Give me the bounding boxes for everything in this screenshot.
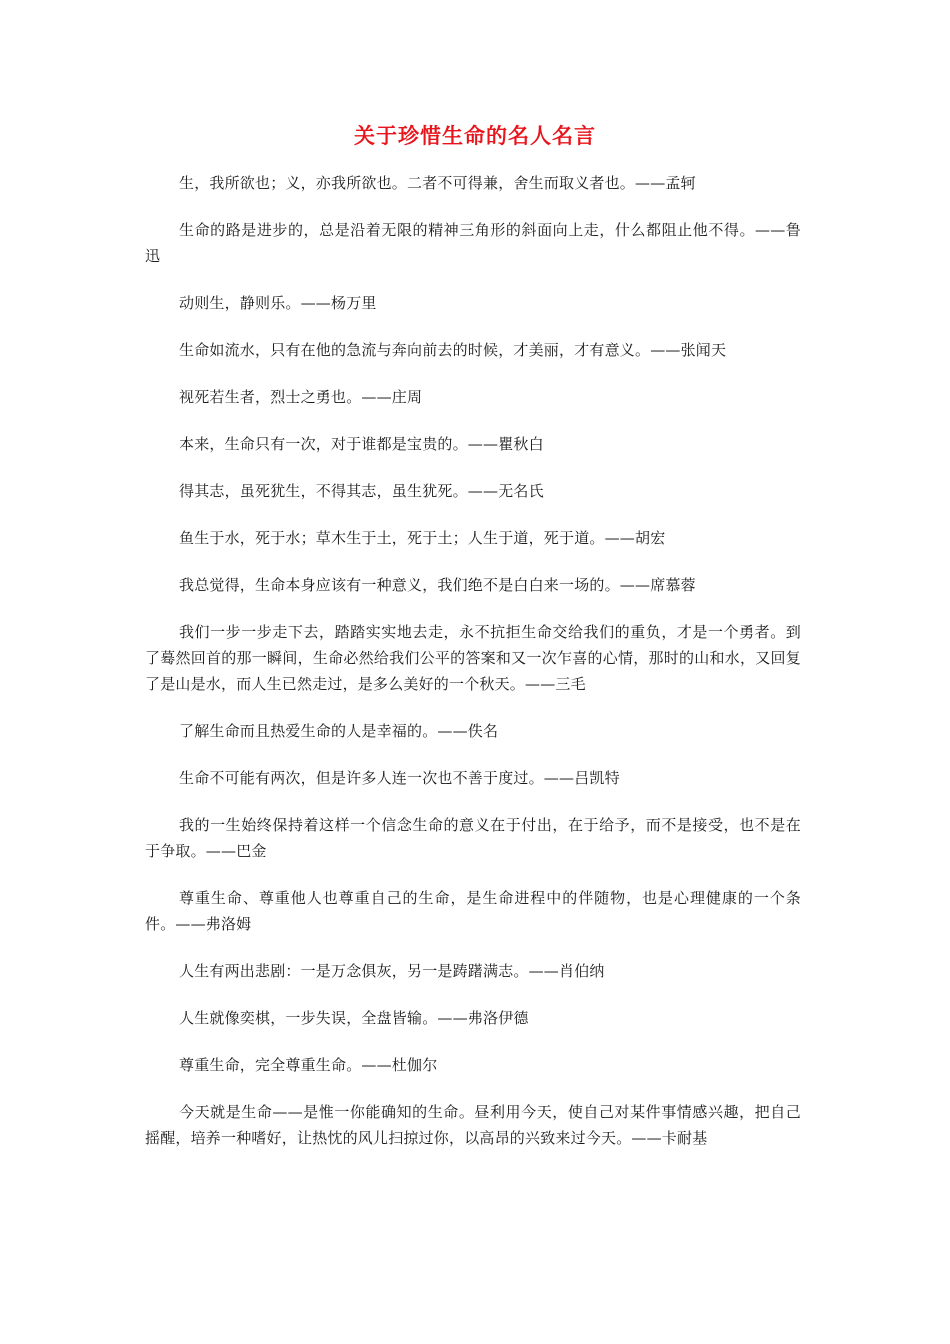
quote-paragraph: 得其志，虽死犹生，不得其志，虽生犹死。——无名氏 [179,482,544,500]
quote-paragraph: 今天就是生命——是惟一你能确知的生命。昼利用今天，使自己对某件事情感兴趣，把自己摇醒，培养一种嗜好，让热忱的风儿扫掠过你，以高昂的兴致来过今天。——卡耐基 [145,1103,801,1147]
quote-paragraph: 动则生，静则乐。——杨万里 [179,294,377,312]
quote-paragraph: 我的一生始终保持着这样一个信念生命的意义在于付出，在于给予，而不是接受，也不是在于争取。——巴金 [145,816,801,860]
quote-paragraph: 视死若生者，烈士之勇也。——庄周 [179,388,423,406]
quote-paragraph: 了解生命而且热爱生命的人是幸福的。——佚名 [179,722,499,740]
quote-paragraph: 我们一步一步走下去，踏踏实实地去走，永不抗拒生命交给我们的重负，才是一个勇者。到了蓦然回首的那一瞬间，生命必然给我们公平的答案和又一次乍喜的心情，那时的山和水，又回复了是山是水，而人生已然走过，是多么美好的一个秋天。——三毛 [145,623,801,693]
quote-paragraph: 本来，生命只有一次，对于谁都是宝贵的。——瞿秋白 [179,435,544,453]
quote-paragraph: 生，我所欲也；义，亦我所欲也。二者不可得兼，舍生而取义者也。——孟轲 [179,174,696,192]
quote-paragraph: 我总觉得，生命本身应该有一种意义，我们绝不是白白来一场的。——席慕蓉 [179,576,696,594]
quote-paragraph: 生命如流水，只有在他的急流与奔向前去的时候，才美丽，才有意义。——张闻天 [179,341,727,359]
quote-paragraph: 尊重生命、尊重他人也尊重自己的生命，是生命进程中的伴随物，也是心理健康的一个条件。——弗洛姆 [145,889,801,933]
document-title: 关于珍惜生命的名人名言 [354,123,596,148]
quote-paragraph: 人生就像奕棋，一步失误，全盘皆输。——弗洛伊德 [179,1009,529,1027]
quote-paragraph: 尊重生命，完全尊重生命。——杜伽尔 [179,1056,438,1074]
quote-paragraph: 生命不可能有两次，但是许多人连一次也不善于度过。——吕凯特 [179,769,620,787]
quote-paragraph: 鱼生于水，死于水；草木生于土，死于土；人生于道，死于道。——胡宏 [179,529,666,547]
quote-paragraph: 生命的路是进步的，总是沿着无限的精神三角形的斜面向上走，什么都阻止他不得。——鲁迅 [145,221,801,265]
document-body [145,170,801,1172]
quote-paragraph: 人生有两出悲剧：一是万念俱灰，另一是踌躇满志。——肖伯纳 [179,962,605,980]
